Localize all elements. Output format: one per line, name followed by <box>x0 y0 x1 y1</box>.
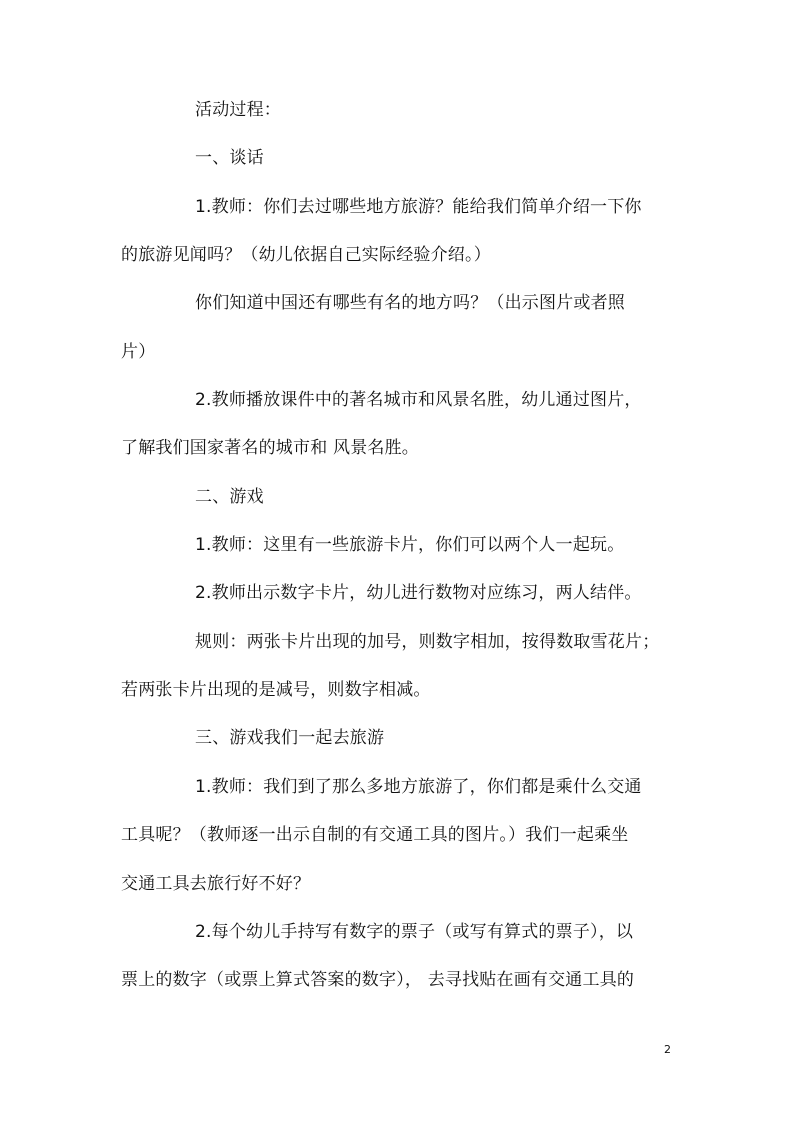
rule-line: 若两张卡片出现的是减号，则数字相减。 <box>121 680 431 700</box>
page-number: 2 <box>664 1043 671 1056</box>
paragraph-line: 交通工具去旅行好不好？ <box>121 874 311 894</box>
paragraph-line: 了解我们国家著名的城市和 风景名胜。 <box>121 438 420 458</box>
paragraph-line: 1.教师：我们到了那么多地方旅游了，你们都是乘什么交通 <box>195 777 642 797</box>
paragraph-line: 2.教师出示数字卡片，幼儿进行数物对应练习，两人结伴。 <box>195 583 642 603</box>
paragraph-line: 的旅游见闻吗？（幼儿依据自己实际经验介绍。） <box>121 245 491 265</box>
paragraph-line: 1.教师：这里有一些旅游卡片，你们可以两个人一起玩。 <box>195 535 625 555</box>
activity-process-heading: 活动过程： <box>195 100 281 120</box>
paragraph-line: 你们知道中国还有哪些有名的地方吗？（出示图片或者照 <box>195 293 625 313</box>
paragraph-line: 2.每个幼儿手持写有数字的票子（或写有算式的票子），以 <box>195 922 634 942</box>
section-three-heading: 三、游戏我们一起去旅游 <box>195 728 385 748</box>
section-two-heading: 二、游戏 <box>195 487 264 507</box>
paragraph-line: 2.教师播放课件中的著名城市和风景名胜，幼儿通过图片， <box>195 390 642 410</box>
rule-line: 规则：两张卡片出现的加号，则数字相加，按得数取雪花片； <box>195 632 660 652</box>
paragraph-line: 工具呢？（教师逐一出示自制的有交通工具的图片。）我们一起乘坐 <box>121 825 629 845</box>
section-one-heading: 一、谈话 <box>195 148 264 168</box>
paragraph-line: 1.教师：你们去过哪些地方旅游？能给我们简单介绍一下你 <box>195 197 642 217</box>
paragraph-line: 票上的数字（或票上算式答案的数字）， 去寻找贴在画有交通工具的 <box>121 970 635 990</box>
paragraph-line: 片） <box>121 342 156 362</box>
